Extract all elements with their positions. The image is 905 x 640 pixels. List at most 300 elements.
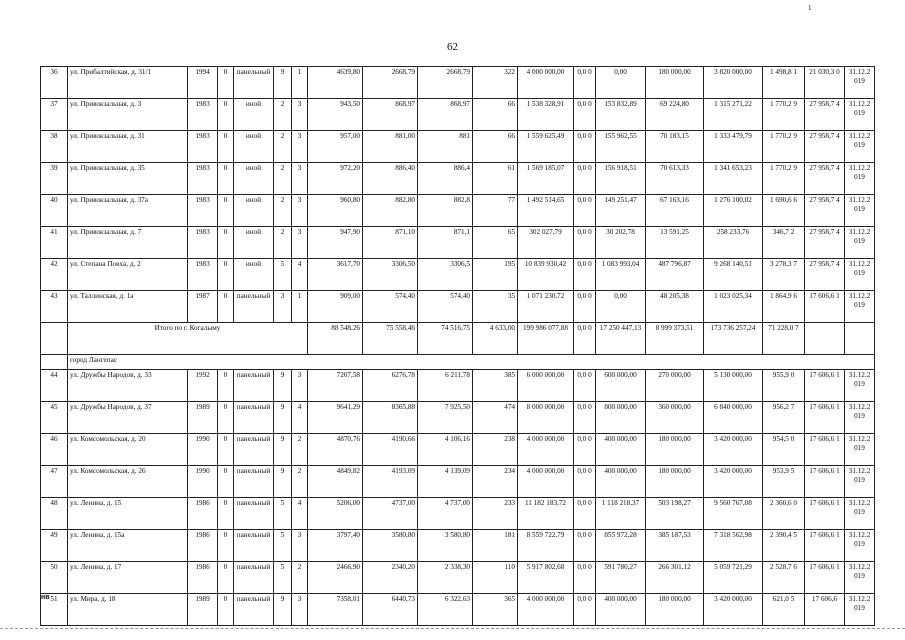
cell-row-number: 42 xyxy=(41,259,68,291)
cell-total-cost: 10 839 930,42 xyxy=(518,259,574,291)
cell-living-area: 2340,20 xyxy=(363,562,418,594)
cell-residential-area: 3306,5 xyxy=(418,259,473,291)
cell-address: ул. Ленина, д. 15 xyxy=(68,498,188,530)
cell-total-cost: 4 000 000,00 xyxy=(518,67,574,99)
cell-completion-date: 31.12.2 019 xyxy=(845,530,875,562)
section-title: город Лангепас xyxy=(68,355,875,370)
cell-zero-col: 0 xyxy=(218,259,234,291)
cell-wall-material: панельный xyxy=(234,434,274,466)
cell-fund-local: 70 183,15 xyxy=(646,131,704,163)
cell-total-area: 960,80 xyxy=(308,195,363,227)
cell-fund-owners: 5 059 721,29 xyxy=(704,562,763,594)
cell-unit-limit: 27 958,7 4 xyxy=(805,99,845,131)
cell-completion-date: 31.12.2 019 xyxy=(845,370,875,402)
cell-residents: 65 xyxy=(473,227,518,259)
cell-fund-federal: 0,0 0 xyxy=(574,163,596,195)
table-row xyxy=(41,434,875,466)
cell-unit-cost: 955,9 0 xyxy=(763,370,805,402)
cell-wall-material: иной xyxy=(234,131,274,163)
cell-entrances: 3 xyxy=(292,370,308,402)
cell-row-number: 44 xyxy=(41,370,68,402)
cell-fund-local: 180 000,00 xyxy=(646,67,704,99)
cell-zero-col: 0 xyxy=(218,498,234,530)
cell-living-area: 868,97 xyxy=(363,99,418,131)
cell-fund-federal: 0,0 0 xyxy=(574,562,596,594)
cell-fund-local: 487 796,87 xyxy=(646,259,704,291)
cell-completion-date: 31.12.2 019 xyxy=(845,163,875,195)
cell-fund-local: 503 198,27 xyxy=(646,498,704,530)
cell-fund-local: 270 000,00 xyxy=(646,370,704,402)
cell-total-area: 7358,01 xyxy=(308,594,363,626)
cell-unit-limit: 17 606,6 1 xyxy=(805,530,845,562)
cell-row-number: 38 xyxy=(41,131,68,163)
cell-address: ул. Привокзальная, д. 35 xyxy=(68,163,188,195)
cell-year-built: 1983 xyxy=(188,195,218,227)
cell-fund-regional: 591 780,27 xyxy=(596,562,646,594)
cell-year-built: 1983 xyxy=(188,131,218,163)
cell-residential-area: 882,8 xyxy=(418,195,473,227)
cell-zero-col: 0 xyxy=(218,291,234,323)
cell-entrances: 3 xyxy=(292,131,308,163)
cell-fund-regional: 30 202,78 xyxy=(596,227,646,259)
cell-total-area: 3797,40 xyxy=(308,530,363,562)
cell-unit-limit: 17 606,6 1 xyxy=(805,466,845,498)
cell-total-cost: 1 071 230,72 xyxy=(518,291,574,323)
cell-total-cost: 8 559 722,79 xyxy=(518,530,574,562)
cell-residents: 234 xyxy=(473,466,518,498)
cell-fund-owners: 9 268 140,51 xyxy=(704,259,763,291)
total-s2: 17 250 447,13 xyxy=(596,323,646,355)
cell-floors: 9 xyxy=(274,402,292,434)
cell-wall-material: панельный xyxy=(234,67,274,99)
cell-fund-owners: 1 315 271,22 xyxy=(704,99,763,131)
cell-total-area: 9641,29 xyxy=(308,402,363,434)
cell-residents: 66 xyxy=(473,99,518,131)
cell-fund-local: 69 224,80 xyxy=(646,99,704,131)
cell-fund-local: 180 000,00 xyxy=(646,434,704,466)
cell-residents: 66 xyxy=(473,131,518,163)
cell-completion-date: 31.12.2 019 xyxy=(845,402,875,434)
cell-unit-cost: 2 360,6 0 xyxy=(763,498,805,530)
cell-floors: 2 xyxy=(274,163,292,195)
footer-mark: нв xyxy=(41,594,50,601)
cell-entrances: 1 xyxy=(292,67,308,99)
cell-address: ул. Ленина, д. 17 xyxy=(68,562,188,594)
cell-floors: 9 xyxy=(274,370,292,402)
section-row xyxy=(41,355,875,370)
cell-total-area: 3617,70 xyxy=(308,259,363,291)
cell-residential-area: 4 139,09 xyxy=(418,466,473,498)
cell-fund-owners: 3 420 000,00 xyxy=(704,594,763,626)
table-row xyxy=(41,163,875,195)
cell-fund-local: 360 000,00 xyxy=(646,402,704,434)
cell-total-cost: 1 559 625,49 xyxy=(518,131,574,163)
cell-floors: 2 xyxy=(274,131,292,163)
cell-unit-limit: 17 606,6 xyxy=(805,594,845,626)
cell-wall-material: панельный xyxy=(234,594,274,626)
cell-completion-date: 31.12.2 019 xyxy=(845,195,875,227)
cell-unit-limit: 27 958,7 4 xyxy=(805,227,845,259)
cell-unit-cost: 346,7 2 xyxy=(763,227,805,259)
cell-entrances: 2 xyxy=(292,466,308,498)
cell-floors: 2 xyxy=(274,195,292,227)
cell-zero-col: 0 xyxy=(218,562,234,594)
cell-fund-federal: 0,0 0 xyxy=(574,131,596,163)
cell-residential-area: 6 211,78 xyxy=(418,370,473,402)
cell-fund-local: 13 591,25 xyxy=(646,227,704,259)
cell-fund-federal: 0,0 0 xyxy=(574,291,596,323)
cell-completion-date: 31.12.2 019 xyxy=(845,434,875,466)
cell-fund-federal: 0,0 0 xyxy=(574,259,596,291)
cell-residents: 385 xyxy=(473,370,518,402)
cell-residents: 233 xyxy=(473,498,518,530)
cell-floors: 9 xyxy=(274,67,292,99)
cell-wall-material: панельный xyxy=(234,530,274,562)
cell-living-area: 8365,88 xyxy=(363,402,418,434)
cell-total-area: 909,00 xyxy=(308,291,363,323)
cell-unit-cost: 953,9 5 xyxy=(763,466,805,498)
cell-living-area: 4737,00 xyxy=(363,498,418,530)
table-row xyxy=(41,99,875,131)
total-a3: 74 516,75 xyxy=(418,323,473,355)
cell-zero-col: 0 xyxy=(218,530,234,562)
cell-address: ул. Комсомольская, д. 26 xyxy=(68,466,188,498)
cell-total-area: 4639,80 xyxy=(308,67,363,99)
cell-living-area: 871,10 xyxy=(363,227,418,259)
cell-total-cost: 302 027,79 xyxy=(518,227,574,259)
cell-total-cost: 4 000 000,00 xyxy=(518,594,574,626)
cell-row-number: 36 xyxy=(41,67,68,99)
table-body-kogalym xyxy=(41,67,875,323)
cell-fund-local: 266 301,12 xyxy=(646,562,704,594)
cell-residents: 77 xyxy=(473,195,518,227)
total-sum: 199 986 077,88 xyxy=(518,323,574,355)
table-row xyxy=(41,402,875,434)
table-row xyxy=(41,131,875,163)
cell-floors: 2 xyxy=(274,99,292,131)
cell-fund-regional: 400 000,00 xyxy=(596,466,646,498)
page-edge-divider xyxy=(0,628,905,629)
cell-unit-limit: 27 958,7 4 xyxy=(805,163,845,195)
cell-year-built: 1989 xyxy=(188,594,218,626)
cell-residential-area: 2 338,30 xyxy=(418,562,473,594)
total-label: Итого по г. Когалыму xyxy=(68,323,308,355)
table-row xyxy=(41,498,875,530)
cell-entrances: 4 xyxy=(292,498,308,530)
cell-residential-area: 4 737,00 xyxy=(418,498,473,530)
cell-year-built: 1983 xyxy=(188,163,218,195)
cell-wall-material: панельный xyxy=(234,291,274,323)
cell-unit-cost: 1 498,8 1 xyxy=(763,67,805,99)
total-s5: 71 228,0 7 xyxy=(763,323,805,355)
cell-unit-limit: 17 606,6 1 xyxy=(805,402,845,434)
cell-row-number: 43 xyxy=(41,291,68,323)
cell-total-area: 947,90 xyxy=(308,227,363,259)
cell-entrances: 3 xyxy=(292,195,308,227)
cell-row-number: 39 xyxy=(41,163,68,195)
cell-living-area: 4190,66 xyxy=(363,434,418,466)
cell-address: ул. Степана Повха, д. 2 xyxy=(68,259,188,291)
cell-row-number: 41 xyxy=(41,227,68,259)
cell-completion-date: 31.12.2 019 xyxy=(845,291,875,323)
cell-unit-cost: 621,0 5 xyxy=(763,594,805,626)
cell-year-built: 1983 xyxy=(188,259,218,291)
cell-unit-cost: 3 278,3 7 xyxy=(763,259,805,291)
cell-row-number: 51 xyxy=(41,594,68,626)
cell-year-built: 1983 xyxy=(188,99,218,131)
cell-total-cost: 1 492 514,65 xyxy=(518,195,574,227)
cell-entrances: 4 xyxy=(292,259,308,291)
cell-fund-regional: 153 832,89 xyxy=(596,99,646,131)
cell-unit-limit: 17 606,6 1 xyxy=(805,498,845,530)
cell-fund-regional: 400 000,00 xyxy=(596,594,646,626)
cell-wall-material: иной xyxy=(234,227,274,259)
cell-year-built: 1994 xyxy=(188,67,218,99)
table-total xyxy=(41,323,875,370)
cell-fund-federal: 0,0 0 xyxy=(574,466,596,498)
cell-fund-regional: 149 251,47 xyxy=(596,195,646,227)
cell-living-area: 6276,78 xyxy=(363,370,418,402)
total-a1: 88 548,26 xyxy=(308,323,363,355)
cell-fund-regional: 156 918,51 xyxy=(596,163,646,195)
cell-zero-col: 0 xyxy=(218,99,234,131)
cell-year-built: 1990 xyxy=(188,434,218,466)
cell-row-number: 40 xyxy=(41,195,68,227)
cell-fund-owners: 1 023 025,34 xyxy=(704,291,763,323)
cell-fund-regional: 600 000,00 xyxy=(596,370,646,402)
cell-completion-date: 31.12.2 019 xyxy=(845,466,875,498)
cell-fund-local: 67 163,16 xyxy=(646,195,704,227)
cell-year-built: 1986 xyxy=(188,498,218,530)
table-row xyxy=(41,370,875,402)
cell-zero-col: 0 xyxy=(218,67,234,99)
cell-zero-col: 0 xyxy=(218,163,234,195)
cell-wall-material: панельный xyxy=(234,466,274,498)
cell-entrances: 3 xyxy=(292,99,308,131)
cell-wall-material: панельный xyxy=(234,402,274,434)
cell-fund-regional: 400 000,00 xyxy=(596,434,646,466)
cell-total-cost: 1 538 328,91 xyxy=(518,99,574,131)
cell-fund-federal: 0,0 0 xyxy=(574,370,596,402)
table-row xyxy=(41,530,875,562)
cell-fund-federal: 0,0 0 xyxy=(574,594,596,626)
cell-residential-area: 871,1 xyxy=(418,227,473,259)
cell-completion-date: 31.12.2 019 xyxy=(845,562,875,594)
cell-fund-owners: 1 276 100,02 xyxy=(704,195,763,227)
cell-total-area: 2466,90 xyxy=(308,562,363,594)
cell-wall-material: панельный xyxy=(234,498,274,530)
cell-fund-owners: 7 318 562,98 xyxy=(704,530,763,562)
cell-floors: 9 xyxy=(274,594,292,626)
cell-address: ул. Прибалтийская, д. 31/1 xyxy=(68,67,188,99)
cell-fund-federal: 0,0 0 xyxy=(574,498,596,530)
cell-row-number: 47 xyxy=(41,466,68,498)
cell-completion-date: 31.12.2 019 xyxy=(845,67,875,99)
cell-living-area: 4193,09 xyxy=(363,466,418,498)
cell-floors: 5 xyxy=(274,530,292,562)
cell-residents: 61 xyxy=(473,163,518,195)
corner-mark: 1 xyxy=(808,4,812,12)
cell-fund-regional: 0,00 xyxy=(596,291,646,323)
cell-row-number: 37 xyxy=(41,99,68,131)
cell-year-built: 1992 xyxy=(188,370,218,402)
page-number: 62 xyxy=(447,41,458,53)
cell-residential-area: 4 106,16 xyxy=(418,434,473,466)
cell-row-number: 49 xyxy=(41,530,68,562)
cell-fund-regional: 855 972,28 xyxy=(596,530,646,562)
cell-total-area: 972,20 xyxy=(308,163,363,195)
total-s4: 173 736 257,24 xyxy=(704,323,763,355)
cell-residential-area: 6 322,63 xyxy=(418,594,473,626)
total-residents: 4 633,00 xyxy=(473,323,518,355)
cell-total-cost: 4 000 000,00 xyxy=(518,434,574,466)
cell-floors: 3 xyxy=(274,291,292,323)
cell-address: ул. Дружбы Народов, д. 37 xyxy=(68,402,188,434)
cell-zero-col: 0 xyxy=(218,466,234,498)
cell-residents: 110 xyxy=(473,562,518,594)
cell-entrances: 3 xyxy=(292,594,308,626)
cell-entrances: 3 xyxy=(292,530,308,562)
cell-living-area: 881,00 xyxy=(363,131,418,163)
cell-address: ул. Мира, д. 18 xyxy=(68,594,188,626)
total-s1: 0,0 0 xyxy=(574,323,596,355)
cell-floors: 5 xyxy=(274,562,292,594)
cell-residents: 35 xyxy=(473,291,518,323)
cell-zero-col: 0 xyxy=(218,195,234,227)
table-row xyxy=(41,562,875,594)
cell-residential-area: 881 xyxy=(418,131,473,163)
cell-residents: 195 xyxy=(473,259,518,291)
table-row xyxy=(41,227,875,259)
cell-total-area: 7207,58 xyxy=(308,370,363,402)
cell-fund-owners: 5 130 000,00 xyxy=(704,370,763,402)
cell-fund-owners: 1 333 479,79 xyxy=(704,131,763,163)
cell-completion-date: 31.12.2 019 xyxy=(845,131,875,163)
cell-residents: 474 xyxy=(473,402,518,434)
cell-floors: 9 xyxy=(274,434,292,466)
cell-floors: 5 xyxy=(274,259,292,291)
cell-address: ул. Привокзальная, д. 3 xyxy=(68,99,188,131)
cell-living-area: 886,40 xyxy=(363,163,418,195)
cell-fund-owners: 3 420 000,00 xyxy=(704,434,763,466)
cell-unit-limit: 27 958,7 4 xyxy=(805,259,845,291)
table-row xyxy=(41,67,875,99)
housing-register-table xyxy=(40,66,875,626)
cell-total-cost: 11 182 183,72 xyxy=(518,498,574,530)
cell-fund-owners: 1 341 653,23 xyxy=(704,163,763,195)
cell-fund-federal: 0,0 0 xyxy=(574,434,596,466)
table-row xyxy=(41,195,875,227)
cell-unit-cost: 954,5 0 xyxy=(763,434,805,466)
cell-residents: 238 xyxy=(473,434,518,466)
cell-unit-cost: 956,2 7 xyxy=(763,402,805,434)
cell-zero-col: 0 xyxy=(218,594,234,626)
cell-unit-cost: 1 770,2 9 xyxy=(763,131,805,163)
cell-year-built: 1986 xyxy=(188,530,218,562)
cell-residential-area: 2668,79 xyxy=(418,67,473,99)
cell-residential-area: 868,97 xyxy=(418,99,473,131)
cell-living-area: 2668,79 xyxy=(363,67,418,99)
cell-entrances: 1 xyxy=(292,291,308,323)
cell-zero-col: 0 xyxy=(218,131,234,163)
cell-address: ул. Привокзальная, д. 37а xyxy=(68,195,188,227)
cell-fund-federal: 0,0 0 xyxy=(574,195,596,227)
cell-fund-owners: 6 840 000,00 xyxy=(704,402,763,434)
total-s3: 8 999 373,51 xyxy=(646,323,704,355)
cell-fund-owners: 9 560 767,08 xyxy=(704,498,763,530)
cell-year-built: 1987 xyxy=(188,291,218,323)
cell-total-cost: 8 000 000,00 xyxy=(518,402,574,434)
cell-fund-regional: 1 083 993,04 xyxy=(596,259,646,291)
cell-fund-local: 48 205,38 xyxy=(646,291,704,323)
cell-fund-local: 385 187,53 xyxy=(646,530,704,562)
cell-completion-date: 31.12.2 019 xyxy=(845,498,875,530)
cell-unit-limit: 21 030,3 0 xyxy=(805,67,845,99)
cell-row-number: 48 xyxy=(41,498,68,530)
cell-completion-date: 31.12.2 019 xyxy=(845,227,875,259)
cell-unit-cost: 1 770,2 9 xyxy=(763,99,805,131)
cell-unit-limit: 17 606,6 1 xyxy=(805,562,845,594)
cell-address: ул. Ленина, д. 15а xyxy=(68,530,188,562)
cell-wall-material: иной xyxy=(234,99,274,131)
cell-fund-regional: 155 962,55 xyxy=(596,131,646,163)
cell-fund-federal: 0,0 0 xyxy=(574,99,596,131)
cell-wall-material: панельный xyxy=(234,370,274,402)
cell-entrances: 2 xyxy=(292,434,308,466)
cell-unit-cost: 1 770,2 9 xyxy=(763,163,805,195)
cell-zero-col: 0 xyxy=(218,434,234,466)
cell-fund-owners: 3 820 000,00 xyxy=(704,67,763,99)
cell-fund-owners: 3 420 000,00 xyxy=(704,466,763,498)
cell-unit-limit: 17 606,6 1 xyxy=(805,434,845,466)
cell-total-area: 4849,82 xyxy=(308,466,363,498)
cell-total-cost: 6 000 000,00 xyxy=(518,370,574,402)
cell-entrances: 4 xyxy=(292,402,308,434)
cell-living-area: 882,80 xyxy=(363,195,418,227)
cell-residential-area: 574,40 xyxy=(418,291,473,323)
cell-unit-limit: 17 606,6 1 xyxy=(805,370,845,402)
cell-year-built: 1990 xyxy=(188,466,218,498)
cell-living-area: 3580,80 xyxy=(363,530,418,562)
cell-total-cost: 1 569 185,07 xyxy=(518,163,574,195)
cell-unit-cost: 2 390,4 5 xyxy=(763,530,805,562)
cell-zero-col: 0 xyxy=(218,370,234,402)
cell-floors: 2 xyxy=(274,227,292,259)
total-row xyxy=(41,323,875,355)
cell-address: ул. Привокзальная, д. 7 xyxy=(68,227,188,259)
cell-completion-date: 31.12.2 019 xyxy=(845,594,875,626)
cell-living-area: 6440,73 xyxy=(363,594,418,626)
cell-year-built: 1986 xyxy=(188,562,218,594)
table-row xyxy=(41,259,875,291)
cell-living-area: 3306,50 xyxy=(363,259,418,291)
cell-completion-date: 31.12.2 019 xyxy=(845,99,875,131)
cell-residential-area: 3 580,80 xyxy=(418,530,473,562)
cell-row-number: 45 xyxy=(41,402,68,434)
cell-address: ул. Дружбы Народов, д. 33 xyxy=(68,370,188,402)
cell-unit-cost: 1 864,9 6 xyxy=(763,291,805,323)
cell-address: ул. Комсомольская, д. 20 xyxy=(68,434,188,466)
table-row xyxy=(41,466,875,498)
cell-residents: 181 xyxy=(473,530,518,562)
cell-wall-material: иной xyxy=(234,259,274,291)
cell-wall-material: иной xyxy=(234,163,274,195)
table-row xyxy=(41,594,875,626)
cell-total-area: 957,00 xyxy=(308,131,363,163)
cell-fund-local: 180 000,00 xyxy=(646,594,704,626)
cell-entrances: 2 xyxy=(292,562,308,594)
cell-unit-cost: 2 528,7 6 xyxy=(763,562,805,594)
